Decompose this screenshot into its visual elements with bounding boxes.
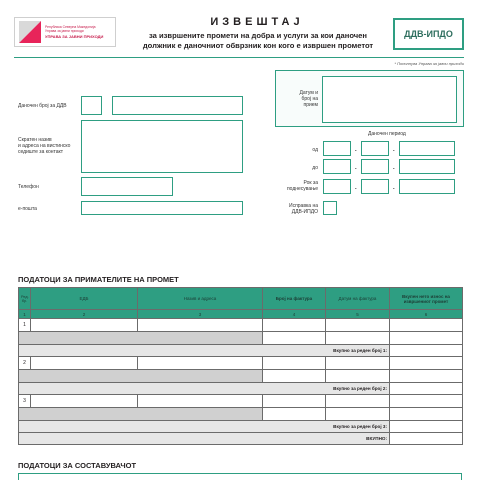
header-divider	[14, 57, 464, 58]
table-row	[19, 357, 463, 370]
subtotal-label: Вкупно за реден број 3:	[19, 421, 390, 433]
edb-cell[interactable]	[31, 357, 138, 370]
subtotal-value[interactable]	[390, 383, 463, 395]
col-header-no: Ред. бр.	[19, 288, 31, 310]
report-subtitle: за извршените промети на добра и услуги за кои даночен должник е даночниот обврзник кон кого е извршен прометот	[142, 31, 374, 50]
column-numbers-row	[19, 310, 463, 319]
period-to-day[interactable]	[323, 159, 351, 174]
table-row-filler	[19, 370, 463, 383]
date-separator: .	[393, 165, 395, 171]
period-to-year[interactable]	[399, 159, 455, 174]
section-preparer-title: ПОДАТОЦИ ЗА СОСТАВУВАЧОТ	[18, 461, 137, 470]
logo-mark-red	[19, 21, 41, 43]
tax-number-prefix-field[interactable]	[81, 96, 102, 115]
date-separator: .	[355, 185, 357, 191]
logo-text-name: УПРАВА ЗА ЈАВНИ ПРИХОДИ	[45, 34, 104, 39]
invoice-date-cell[interactable]	[326, 319, 390, 332]
row-number: 2	[19, 357, 31, 370]
period-from-label: од	[312, 147, 318, 153]
deadline-year[interactable]	[399, 179, 455, 194]
table-row-filler	[19, 332, 463, 345]
name-cell[interactable]	[138, 319, 263, 332]
period-to-label: до	[312, 165, 318, 171]
total-label: ВКУПНО:	[19, 433, 390, 445]
subtotal-value[interactable]	[390, 421, 463, 433]
invoice-no-cell[interactable]	[263, 395, 326, 408]
name-cell[interactable]	[138, 357, 263, 370]
amount-cell[interactable]	[390, 357, 463, 370]
col-number: 1	[19, 310, 31, 319]
period-from-month[interactable]	[361, 141, 389, 156]
invoice-no-cell[interactable]	[263, 332, 326, 345]
date-separator: .	[355, 147, 357, 153]
correction-checkbox[interactable]	[323, 201, 337, 215]
amount-cell[interactable]	[390, 370, 463, 383]
date-separator: .	[393, 147, 395, 153]
preparer-box	[18, 473, 462, 480]
period-from-year[interactable]	[399, 141, 455, 156]
report-title: ИЗВЕШТАЈ	[210, 16, 304, 28]
date-received-label: Датум и број на прием	[299, 90, 318, 108]
deadline-label: Рок за поднесување	[286, 180, 318, 192]
name-address-label: Скратен назив и адреса на вистинско седиште за контакт	[18, 137, 71, 155]
invoice-date-cell[interactable]	[326, 395, 390, 408]
col-number: 4	[263, 310, 326, 319]
subtotal-row	[19, 383, 463, 395]
col-header-net-amount: Вкупен нето износ на извршениот промет	[390, 288, 463, 310]
recipients-table	[18, 287, 463, 445]
table-row	[19, 395, 463, 408]
row-number: 3	[19, 395, 31, 408]
subtotal-value[interactable]	[390, 345, 463, 357]
form-code-badge: ДДВ-ИПДО	[393, 18, 464, 50]
deadline-month[interactable]	[361, 179, 389, 194]
invoice-no-cell[interactable]	[263, 357, 326, 370]
col-number: 3	[138, 310, 263, 319]
period-from-day[interactable]	[323, 141, 351, 156]
subtotal-label: Вкупно за реден број 1:	[19, 345, 390, 357]
date-separator: .	[393, 185, 395, 191]
name-cell[interactable]	[138, 395, 263, 408]
name-address-field[interactable]	[81, 120, 243, 173]
total-value[interactable]	[390, 433, 463, 445]
row-number: 1	[19, 319, 31, 332]
invoice-date-cell[interactable]	[326, 332, 390, 345]
tax-number-field[interactable]	[112, 96, 243, 115]
tax-number-label: Даночен број за ДДВ	[18, 103, 67, 109]
table-row	[19, 319, 463, 332]
invoice-date-cell[interactable]	[326, 357, 390, 370]
col-header-name: Назив и адреса	[138, 288, 263, 310]
correction-label: Исправка на ДДВ-ИПДО	[288, 203, 318, 215]
invoice-date-cell[interactable]	[326, 408, 390, 421]
col-number: 6	[390, 310, 463, 319]
section-recipients-title: ПОДАТОЦИ ЗА ПРИМАТЕЛИТЕ НА ПРОМЕТ	[18, 275, 179, 284]
invoice-date-cell[interactable]	[326, 370, 390, 383]
deadline-day[interactable]	[323, 179, 351, 194]
col-number: 5	[326, 310, 390, 319]
period-to-month[interactable]	[361, 159, 389, 174]
email-label: е-пошта	[18, 206, 37, 212]
subtotal-row	[19, 345, 463, 357]
table-row-filler	[19, 408, 463, 421]
email-field[interactable]	[81, 201, 243, 215]
office-use-note: * Пополнува Управа за јавни приходи	[394, 61, 464, 66]
col-number: 2	[31, 310, 138, 319]
subtotal-label: Вкупно за реден број 2:	[19, 383, 390, 395]
logo-text-top: Република Северна Македонија Управа за јавни приходи	[45, 25, 96, 33]
invoice-no-cell[interactable]	[263, 408, 326, 421]
phone-label: Телефон	[18, 184, 39, 190]
date-separator: .	[355, 165, 357, 171]
col-header-invoice-date: Датум на фактура	[326, 288, 390, 310]
amount-cell[interactable]	[390, 332, 463, 345]
col-header-edb: ЕДБ	[31, 288, 138, 310]
invoice-no-cell[interactable]	[263, 370, 326, 383]
logo	[14, 17, 116, 47]
table-header-row	[19, 288, 463, 310]
edb-cell[interactable]	[31, 395, 138, 408]
subtotal-row	[19, 421, 463, 433]
phone-field[interactable]	[81, 177, 173, 196]
amount-cell[interactable]	[390, 395, 463, 408]
invoice-no-cell[interactable]	[263, 319, 326, 332]
total-row	[19, 433, 463, 445]
amount-cell[interactable]	[390, 319, 463, 332]
col-header-invoice-no: Број на фактура	[263, 288, 326, 310]
tax-period-label: Даночен период	[368, 131, 406, 137]
amount-cell[interactable]	[390, 408, 463, 421]
date-received-field[interactable]	[322, 76, 457, 123]
edb-cell[interactable]	[31, 319, 138, 332]
